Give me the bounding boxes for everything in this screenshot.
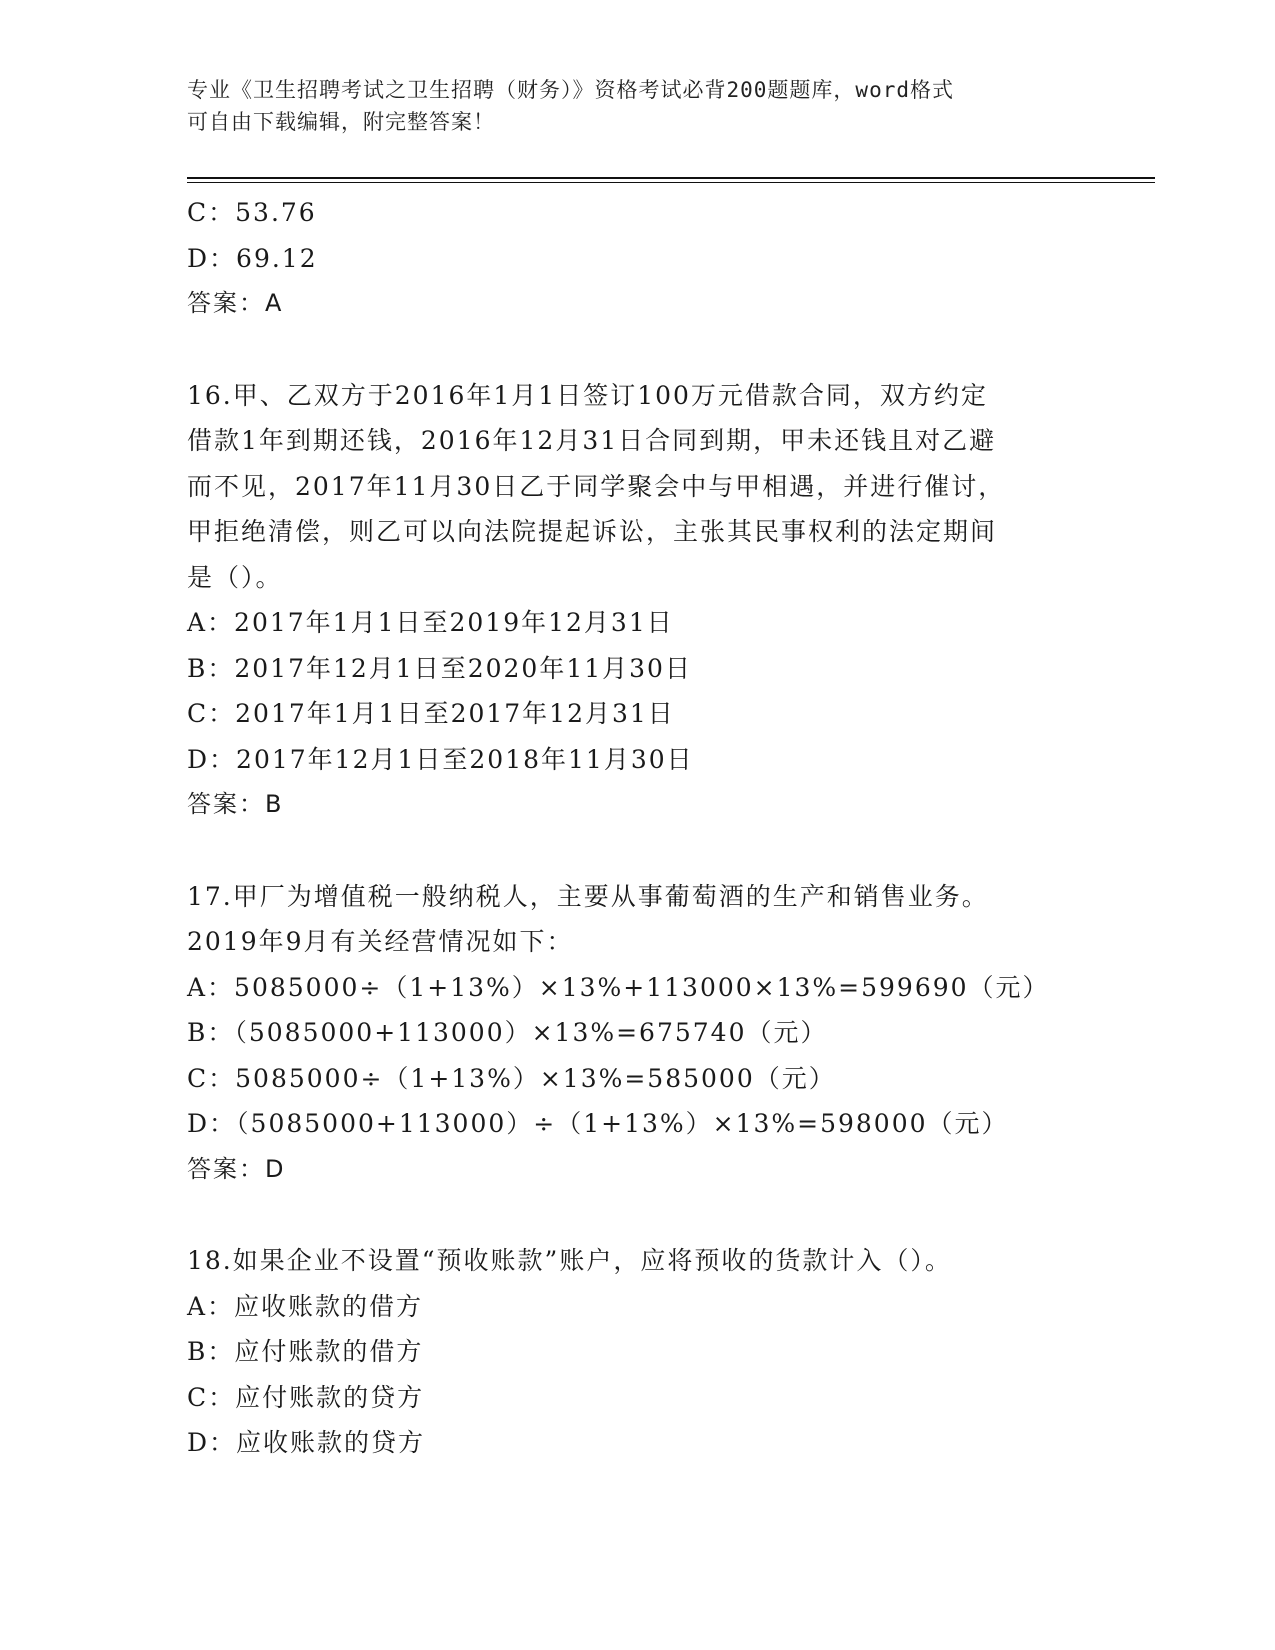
option-d: D：（5085000+113000）÷（1+13%）×13%=598000（元） — [187, 1109, 1009, 1138]
question-stem-line: 甲拒绝清偿，则乙可以向法院提起诉讼，主张其民事权利的法定期间 — [187, 517, 998, 546]
question-15 — [187, 190, 1087, 327]
option-d: D：69.12 — [187, 243, 318, 273]
question-stem-line: 17.甲厂为增值税一般纳税人，主要从事葡萄酒的生产和销售业务。 — [187, 881, 989, 911]
answer-line: 答案：B — [187, 790, 284, 818]
question-stem-line: 16.甲、乙双方于2016年1月1日签订100万元借款合同，双方约定 — [187, 380, 988, 410]
question-stem-line: 2019年9月有关经营情况如下： — [187, 927, 574, 956]
option-d: D：应收账款的贷方 — [187, 1428, 426, 1457]
question-spacer — [187, 1192, 1087, 1238]
question-18 — [187, 1238, 1087, 1466]
header-line-1: 专业《卫生招聘考试之卫生招聘（财务）》资格考试必背200题题库，word格式 — [187, 78, 954, 102]
option-a: A：2017年1月1日至2019年12月31日 — [187, 608, 674, 637]
option-d: D：2017年12月1日至2018年11月30日 — [187, 744, 694, 774]
document-header — [187, 74, 1067, 138]
option-b: B：2017年12月1日至2020年11月30日 — [187, 653, 692, 683]
option-b: B：应付账款的借方 — [187, 1337, 424, 1366]
question-stem-line: 借款1年到期还钱，2016年12月31日合同到期，甲未还钱且对乙避 — [187, 426, 997, 455]
option-a: A：应收账款的借方 — [187, 1291, 424, 1321]
option-c: C：应付账款的贷方 — [187, 1382, 425, 1412]
question-spacer — [187, 327, 1087, 373]
option-c: C：2017年1月1日至2017年12月31日 — [187, 699, 675, 728]
header-line-2: 可自由下载编辑，附完整答案！ — [187, 110, 495, 134]
option-b: B：（5085000+113000）×13%=675740（元） — [187, 1018, 828, 1047]
answer-line: 答案：A — [187, 289, 284, 317]
question-stem-line: 18.如果企业不设置“预收账款”账户，应将预收的货款计入（）。 — [187, 1246, 952, 1275]
option-c: C：53.76 — [187, 198, 317, 227]
header-divider-thick — [187, 177, 1155, 179]
header-divider-thin — [187, 182, 1155, 183]
question-stem-line: 而不见，2017年11月30日乙于同学聚会中与甲相遇，并进行催讨， — [187, 471, 1006, 501]
question-17 — [187, 874, 1087, 1193]
option-a: A：5085000÷（1+13%）×13%+113000×13%=599690（元） — [187, 972, 1050, 1002]
question-stem-line: 是（）。 — [187, 562, 283, 592]
question-16 — [187, 373, 1087, 828]
answer-line: 答案：D — [187, 1154, 286, 1183]
question-content — [187, 190, 1087, 1466]
question-spacer — [187, 828, 1087, 874]
option-c: C：5085000÷（1+13%）×13%=585000（元） — [187, 1063, 836, 1093]
